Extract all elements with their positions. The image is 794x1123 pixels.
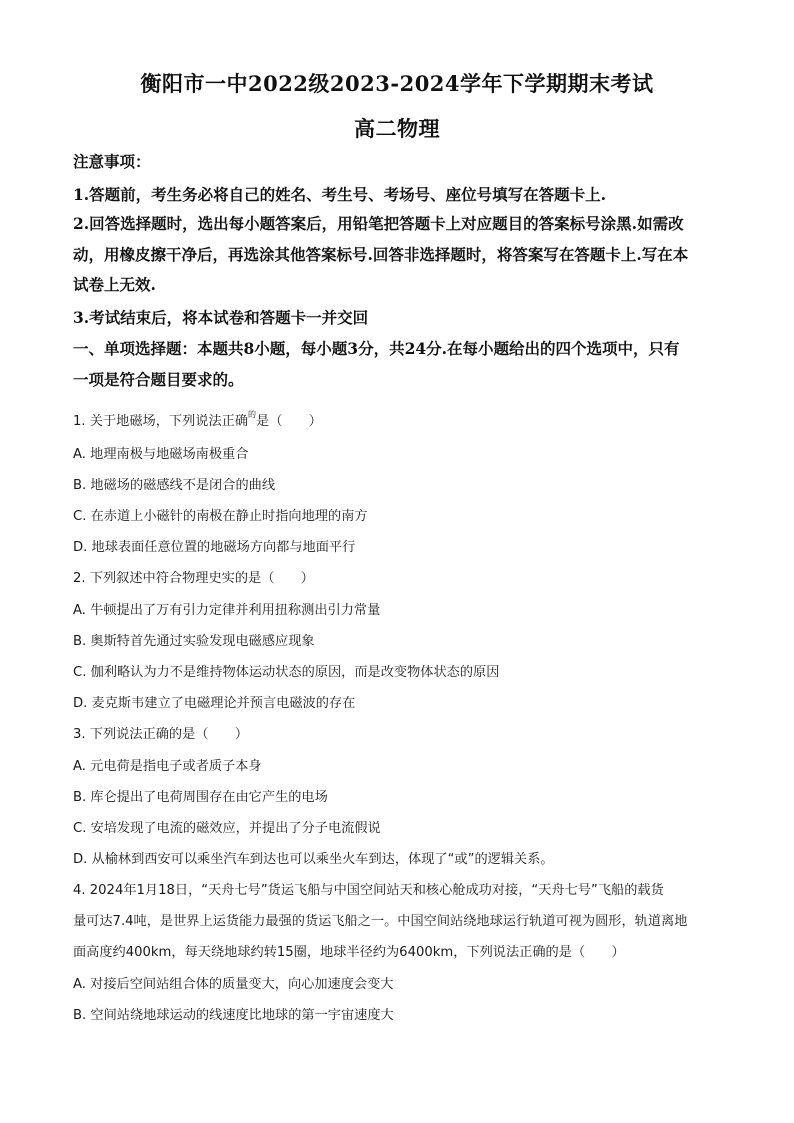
question-option: B. 地磁场的磁感线不是闭合的曲线 [73, 478, 276, 493]
question-stem-mark: 的 [248, 409, 257, 419]
question-stem: 2. 下列叙述中符合物理史实的是（ ） [73, 571, 314, 586]
notes-heading: 注意事项： [73, 152, 151, 171]
notes-line: 2.回答选择题时，选出每小题答案后，用铅笔把答题卡上对应题目的答案标号涂黑.如需改 [73, 214, 684, 233]
exam-title: 衡阳市一中2022级2023-2024学年下学期期末考试 [140, 71, 654, 96]
question-option: A. 元电荷是指电子或者质子本身 [73, 759, 262, 774]
question-option: A. 对接后空间站组合体的质量变大，向心加速度会变大 [73, 977, 394, 992]
question-stem [73, 410, 322, 429]
question-option: D. 地球表面任意位置的地磁场方向都与地面平行 [73, 540, 356, 555]
question-stem: 面高度约400km，每天绕地球约转15圈，地球半径约为6400km，下列说法正确的是（ ） [73, 945, 625, 960]
question-option: C. 安培发现了电流的磁效应，并提出了分子电流假说 [73, 821, 381, 836]
notes-line: 动，用橡皮擦干净后，再选涂其他答案标号.回答非选择题时，将答案写在答题卡上.写在本 [73, 245, 689, 264]
question-stem: 3. 下列说法正确的是（ ） [73, 727, 249, 742]
question-stem: 4. 2024年1月18日，“天舟七号”货运飞船与中国空间站天和核心舱成功对接，“天舟七号”飞船的载货 [73, 883, 664, 898]
section-heading: 一项是符合题目要求的。 [73, 370, 244, 389]
question-option: C. 在赤道上小磁针的南极在静止时指向地理的南方 [73, 509, 368, 524]
question-option: D. 从榆林到西安可以乘坐汽车到达也可以乘坐火车到达，体现了“或”的逻辑关系。 [73, 852, 554, 867]
question-option: D. 麦克斯韦建立了电磁理论并预言电磁波的存在 [73, 696, 356, 711]
question-option: A. 地理南极与地磁场南极重合 [73, 447, 249, 462]
question-stem: 量可达7.4吨，是世界上运货能力最强的货运飞船之一。中国空间站绕地球运行轨道可视为圆形，轨道离地 [73, 914, 688, 929]
section-heading: 一、单项选择题：本题共8小题，每小题3分，共24分.在每小题给出的四个选项中，只有 [73, 339, 680, 358]
notes-line: 试卷上无效. [73, 275, 156, 294]
question-stem-text: 是（ ） [256, 414, 322, 429]
question-option: B. 空间站绕地球运动的线速度比地球的第一宇宙速度大 [73, 1008, 394, 1023]
question-option: B. 奥斯特首先通过实验发现电磁感应现象 [73, 634, 315, 649]
notes-line: 3.考试结束后，将本试卷和答题卡一并交回 [73, 308, 369, 327]
exam-subtitle: 高二物理 [354, 116, 440, 141]
question-option: C. 伽利略认为力不是维持物体运动状态的原因，而是改变物体状态的原因 [73, 665, 500, 680]
question-option: A. 牛顿提出了万有引力定律并利用扭称测出引力常量 [73, 603, 381, 618]
question-option: B. 库仑提出了电荷周围存在由它产生的电场 [73, 790, 328, 805]
notes-line: 1.答题前，考生务必将自己的姓名、考生号、考场号、座位号填写在答题卡上. [73, 185, 607, 204]
question-stem-text: 1. 关于地磁场，下列说法正确 [73, 414, 249, 429]
